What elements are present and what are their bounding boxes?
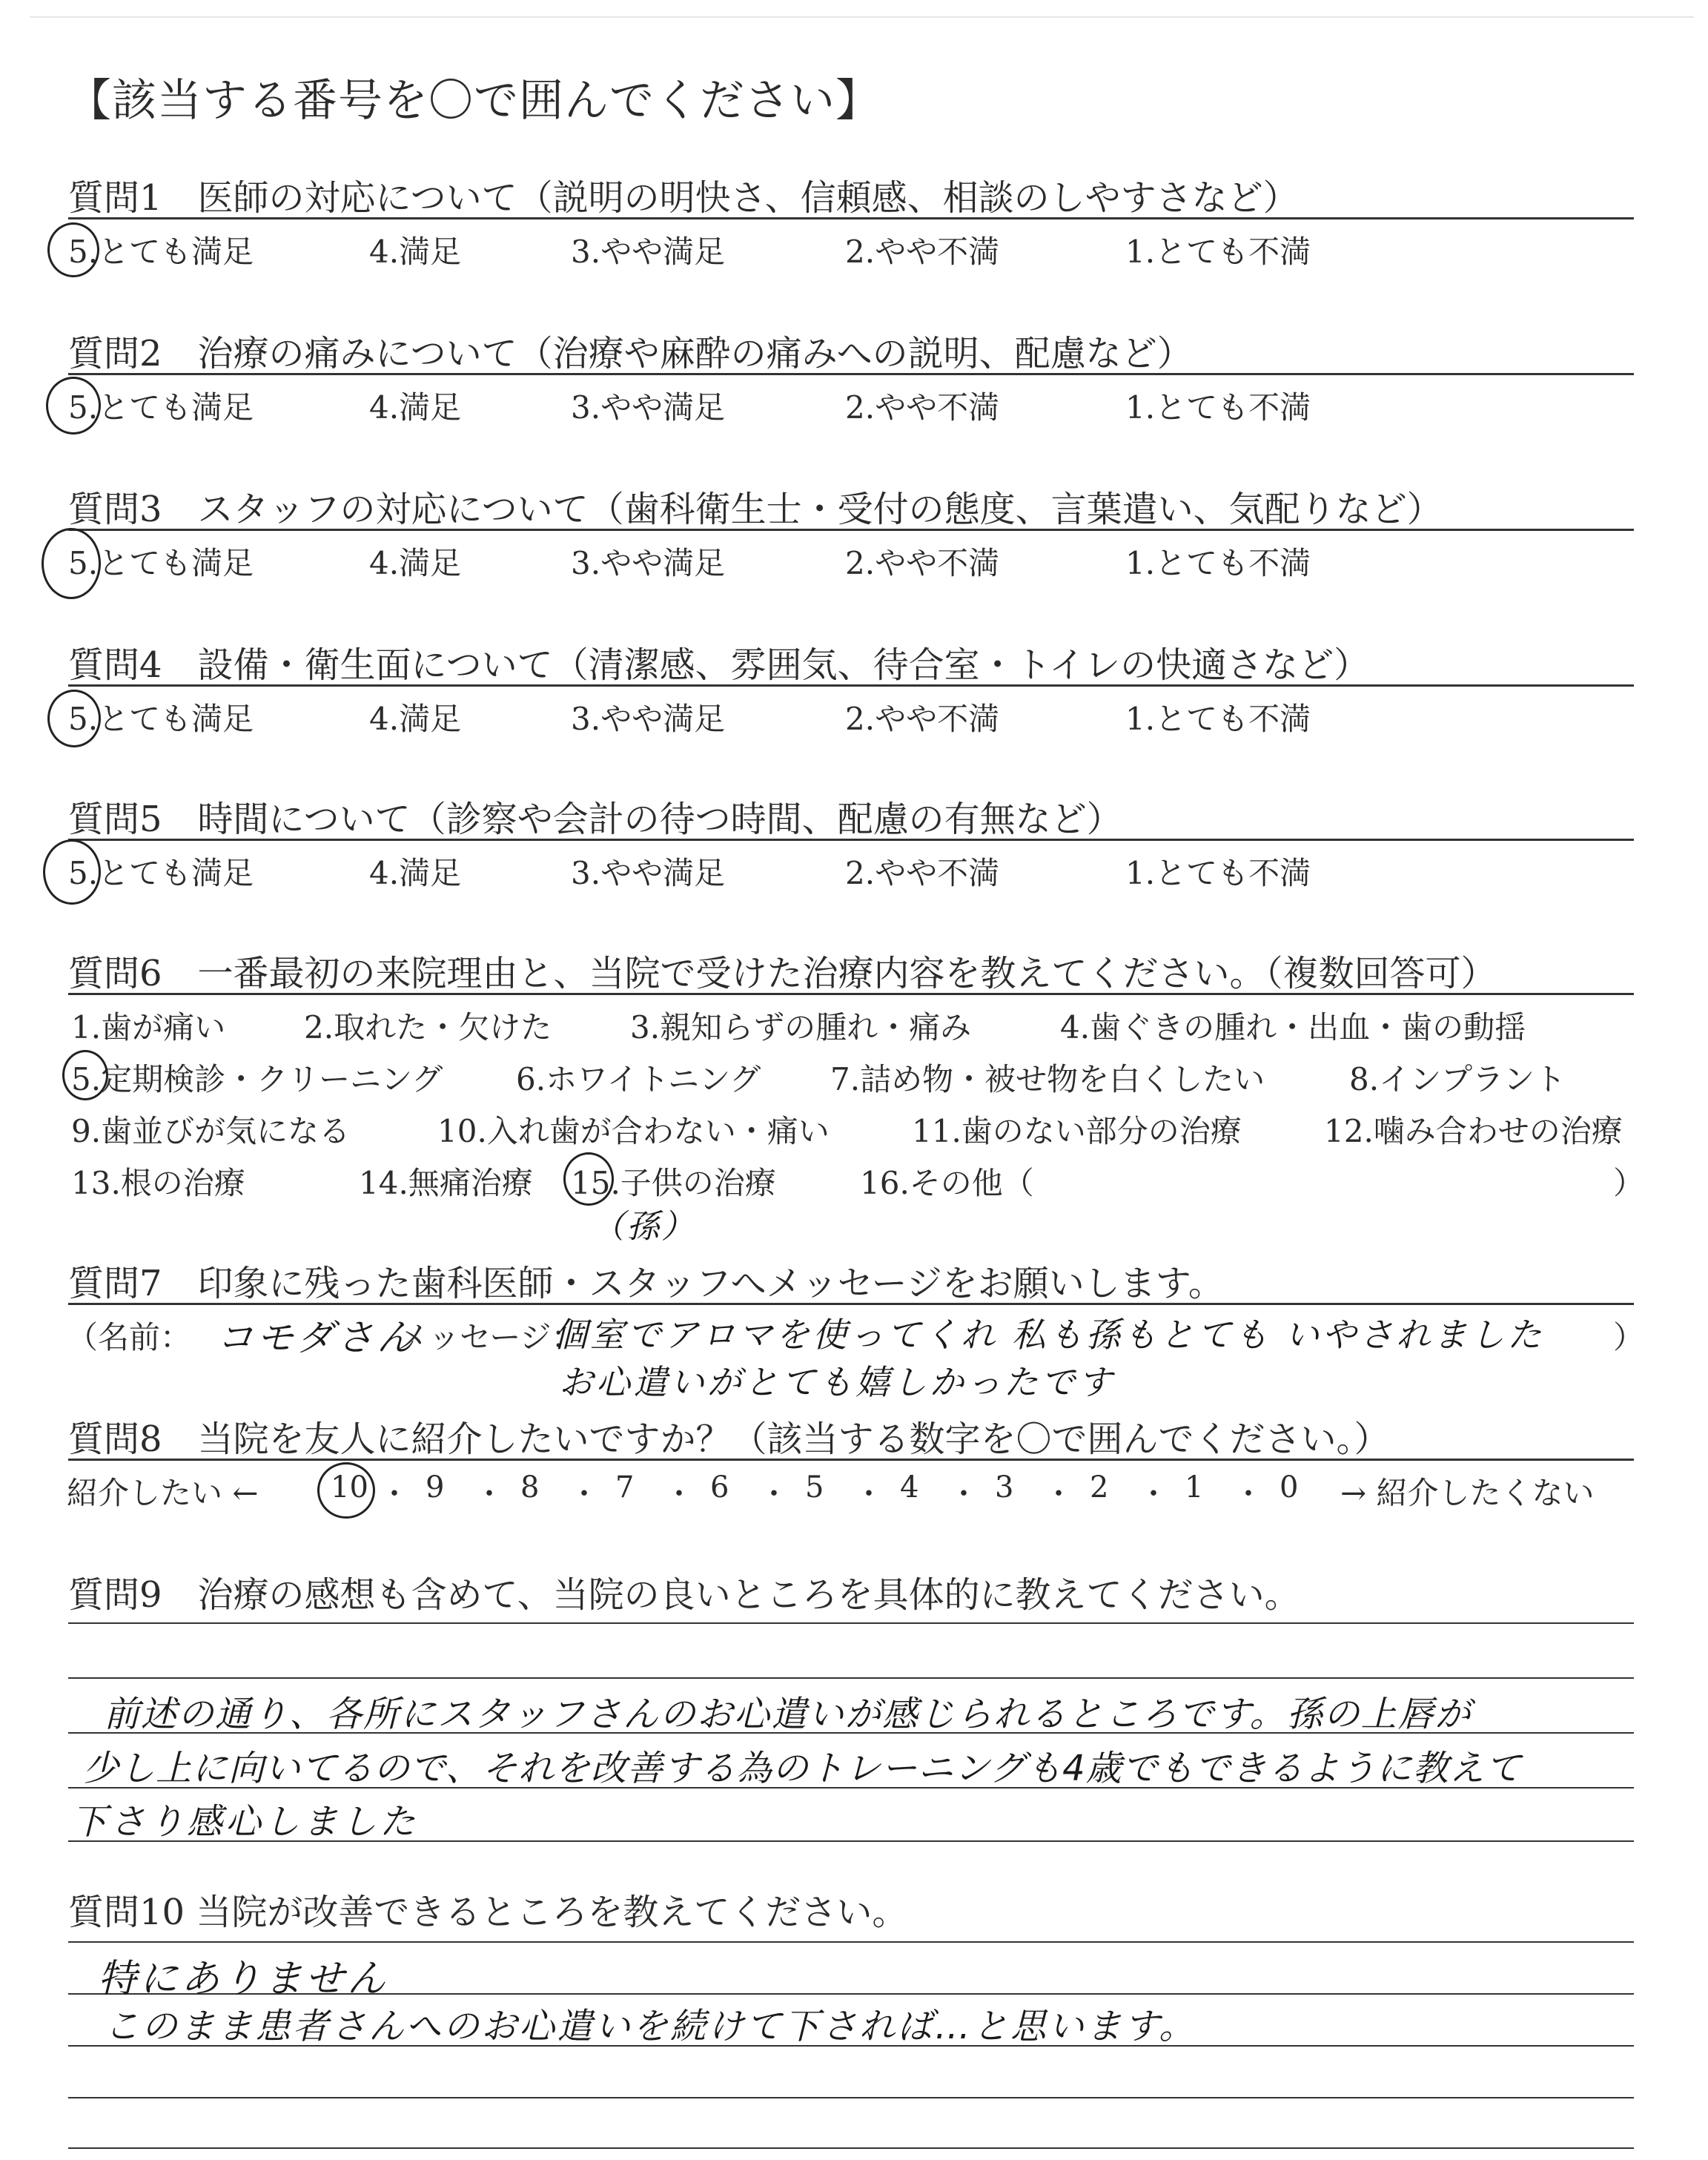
q1-option-5[interactable]: 5.とても満足 (68, 234, 254, 270)
q7-close-paren: ） (1613, 1319, 1645, 1355)
q6-option-4[interactable]: 4.歯ぐきの腫れ・出血・歯の動揺 (1060, 1009, 1526, 1046)
q2-option-4[interactable]: 4.満足 (369, 389, 462, 426)
q7-message-line-2[interactable]: お心遣いがとても嬉しかったです (559, 1362, 1115, 1402)
q8-scale-separator: ・ (1234, 1477, 1263, 1511)
q3-option-4[interactable]: 4.満足 (369, 545, 462, 581)
q8-right-label: → 紹介したくない (1340, 1475, 1595, 1511)
q8-scale-value-7[interactable]: 7 (615, 1470, 635, 1505)
q2-option-2[interactable]: 2.やや不満 (845, 389, 1000, 426)
question-3: 質問3 スタッフの対応について（歯科衛生士・受付の態度、言葉遣い、気配りなど） (68, 489, 1443, 530)
q4-option-5[interactable]: 5.とても満足 (68, 701, 254, 737)
q6-option-12[interactable]: 12.噛み合わせの治療 (1324, 1113, 1623, 1149)
q6-option-15-circle (563, 1152, 614, 1206)
q6-option-5-circle (62, 1050, 108, 1100)
q6-option-9[interactable]: 9.歯並びが気になる (71, 1113, 351, 1149)
q1-selection-circle (47, 222, 99, 277)
q8-scale-separator: ・ (664, 1477, 694, 1511)
q5-option-3[interactable]: 3.やや満足 (571, 855, 726, 891)
question-1-rule (68, 217, 1634, 219)
q10-answer-line-1[interactable]: 特にありません (98, 1957, 389, 2001)
q8-left-label: 紹介したい ← (67, 1475, 259, 1511)
q7-name-label: （名前： (67, 1319, 192, 1355)
q3-option-5[interactable]: 5.とても満足 (68, 545, 254, 581)
q1-option-1[interactable]: 1.とても不満 (1125, 234, 1311, 270)
q1-option-3[interactable]: 3.やや満足 (571, 234, 726, 270)
q9-answer-line-2[interactable]: 少し上に向いてるので、それを改善する為のトレーニングも4歳でもできるように教えて (83, 1748, 1522, 1789)
q3-selection-circle (42, 528, 101, 599)
q8-scale-value-8[interactable]: 8 (520, 1470, 540, 1505)
q1-option-4[interactable]: 4.満足 (369, 234, 462, 270)
q6-option-7[interactable]: 7.詰め物・被せ物を白くしたい (830, 1061, 1265, 1097)
q4-option-2[interactable]: 2.やや不満 (845, 701, 1000, 737)
q3-option-3[interactable]: 3.やや満足 (571, 545, 726, 581)
q6-option-14[interactable]: 14.無痛治療 (359, 1165, 533, 1201)
q8-scale-value-2[interactable]: 2 (1090, 1470, 1109, 1505)
q6-option-15[interactable]: 15.子供の治療 (571, 1165, 776, 1201)
question-8: 質問8 当院を友人に紹介したいですか？（該当する数字を〇で囲んでください。） (68, 1418, 1390, 1460)
question-5: 質問5 時間について（診察や会計の待つ時間、配慮の有無など） (68, 799, 1122, 840)
q6-option-1[interactable]: 1.歯が痛い (71, 1009, 226, 1046)
q6-handwritten-note: （孫） (592, 1208, 696, 1246)
q7-message-line-1[interactable]: 個室でアロマを使ってくれ 私も孫もとても いやされました (553, 1315, 1545, 1355)
q2-option-1[interactable]: 1.とても不満 (1125, 389, 1311, 426)
q8-scale-separator: ・ (1139, 1477, 1168, 1511)
q4-option-4[interactable]: 4.満足 (369, 701, 462, 737)
q9-answer-line-3[interactable]: 下さり感心しました (71, 1801, 419, 1843)
q10-line-5 (68, 2147, 1634, 2149)
question-6: 質問6 一番最初の来院理由と、当院で受けた治療内容を教えてください。（複数回答可） (68, 953, 1497, 994)
q3-option-2[interactable]: 2.やや不満 (845, 545, 1000, 581)
q6-option-2[interactable]: 2.取れた・欠けた (304, 1009, 552, 1046)
q6-option-3[interactable]: 3.親知らずの腫れ・痛み (630, 1009, 972, 1046)
q9-line-1 (68, 1622, 1634, 1624)
q6-option-6[interactable]: 6.ホワイトニング (516, 1061, 761, 1097)
q2-option-5[interactable]: 5.とても満足 (68, 389, 254, 426)
q2-selection-circle (46, 377, 101, 435)
question-3-rule (68, 529, 1634, 531)
q9-answer-line-1[interactable]: 前述の通り、各所にスタッフさんのお心遣いが感じられるところです。孫の上唇が (104, 1694, 1472, 1735)
question-2-rule (68, 373, 1634, 375)
q10-line-1 (68, 1941, 1634, 1943)
q8-scale-value-4[interactable]: 4 (900, 1470, 919, 1505)
q10-answer-line-2[interactable]: このまま患者さんへのお心遣いを続けて下されば…と思います。 (104, 2006, 1197, 2047)
q8-scale-value-3[interactable]: 3 (995, 1470, 1014, 1505)
q6-option-11[interactable]: 11.歯のない部分の治療 (912, 1113, 1242, 1149)
q5-option-5[interactable]: 5.とても満足 (68, 855, 254, 891)
question-1: 質問1 医師の対応について（説明の明快さ、信頼感、相談のしやすさなど） (68, 177, 1299, 219)
q10-line-4 (68, 2097, 1634, 2098)
q6-option-5[interactable]: 5.定期検診・クリーニング (71, 1061, 443, 1097)
q8-scale-separator: ・ (1044, 1477, 1073, 1511)
q6-option-10[interactable]: 10.入れ歯が合わない・痛い (437, 1113, 830, 1149)
q5-option-4[interactable]: 4.満足 (369, 855, 462, 891)
q6-option-16-close: ） (1613, 1165, 1645, 1201)
q8-scale-separator: ・ (759, 1477, 789, 1511)
question-8-rule (68, 1459, 1634, 1461)
page-title: 【該当する番号を〇で囲んでください】 (67, 75, 881, 127)
q8-scale-value-1[interactable]: 1 (1185, 1470, 1204, 1505)
q9-line-2 (68, 1677, 1634, 1679)
q4-option-3[interactable]: 3.やや満足 (571, 701, 726, 737)
q8-scale-separator: ・ (949, 1477, 979, 1511)
q8-scale-value-6[interactable]: 6 (710, 1470, 729, 1505)
q7-name-value[interactable]: コモダさん (216, 1316, 417, 1359)
q5-option-2[interactable]: 2.やや不満 (845, 855, 1000, 891)
question-2: 質問2 治療の痛みについて（治療や麻酔の痛みへの説明、配慮など） (68, 333, 1193, 374)
q6-option-8[interactable]: 8.インプラント (1349, 1061, 1566, 1097)
q8-scale-value-10[interactable]: 10 (331, 1470, 368, 1505)
q8-scale-value-5[interactable]: 5 (805, 1470, 824, 1505)
question-4-rule (68, 684, 1634, 687)
q8-selection-circle (317, 1462, 375, 1519)
q6-option-13[interactable]: 13.根の治療 (71, 1165, 245, 1201)
q5-selection-circle (43, 839, 101, 905)
q8-scale-separator: ・ (569, 1477, 599, 1511)
q6-option-16[interactable]: 16.その他（ (860, 1165, 1034, 1201)
question-7: 質問7 印象に残った歯科医師・スタッフへメッセージをお願いします。 (68, 1263, 1224, 1304)
q4-selection-circle (47, 690, 101, 747)
q8-scale-separator: ・ (380, 1477, 409, 1511)
q8-scale-separator: ・ (854, 1477, 884, 1511)
q2-option-3[interactable]: 3.やや満足 (571, 389, 726, 426)
question-10: 質問10 当院が改善できるところを教えてください。 (68, 1892, 908, 1933)
q8-scale-value-0[interactable]: 0 (1280, 1470, 1299, 1505)
question-5-rule (68, 839, 1634, 841)
q1-option-2[interactable]: 2.やや不満 (845, 234, 1000, 270)
q5-option-1[interactable]: 1.とても不満 (1125, 855, 1311, 891)
question-4: 質問4 設備・衛生面について（清潔感、雰囲気、待合室・トイレの快適さなど） (68, 644, 1370, 686)
question-9: 質問9 治療の感想も含めて、当院の良いところを具体的に教えてください。 (68, 1574, 1300, 1616)
q3-option-1[interactable]: 1.とても不満 (1125, 545, 1311, 581)
q4-option-1[interactable]: 1.とても不満 (1125, 701, 1311, 737)
question-7-rule (68, 1303, 1634, 1305)
page-top-edge (30, 16, 1694, 18)
q7-message-label: メッセージ： (397, 1319, 583, 1355)
q8-scale-separator: ・ (474, 1477, 504, 1511)
q8-scale-value-9[interactable]: 9 (426, 1470, 445, 1505)
question-6-rule (68, 993, 1634, 995)
